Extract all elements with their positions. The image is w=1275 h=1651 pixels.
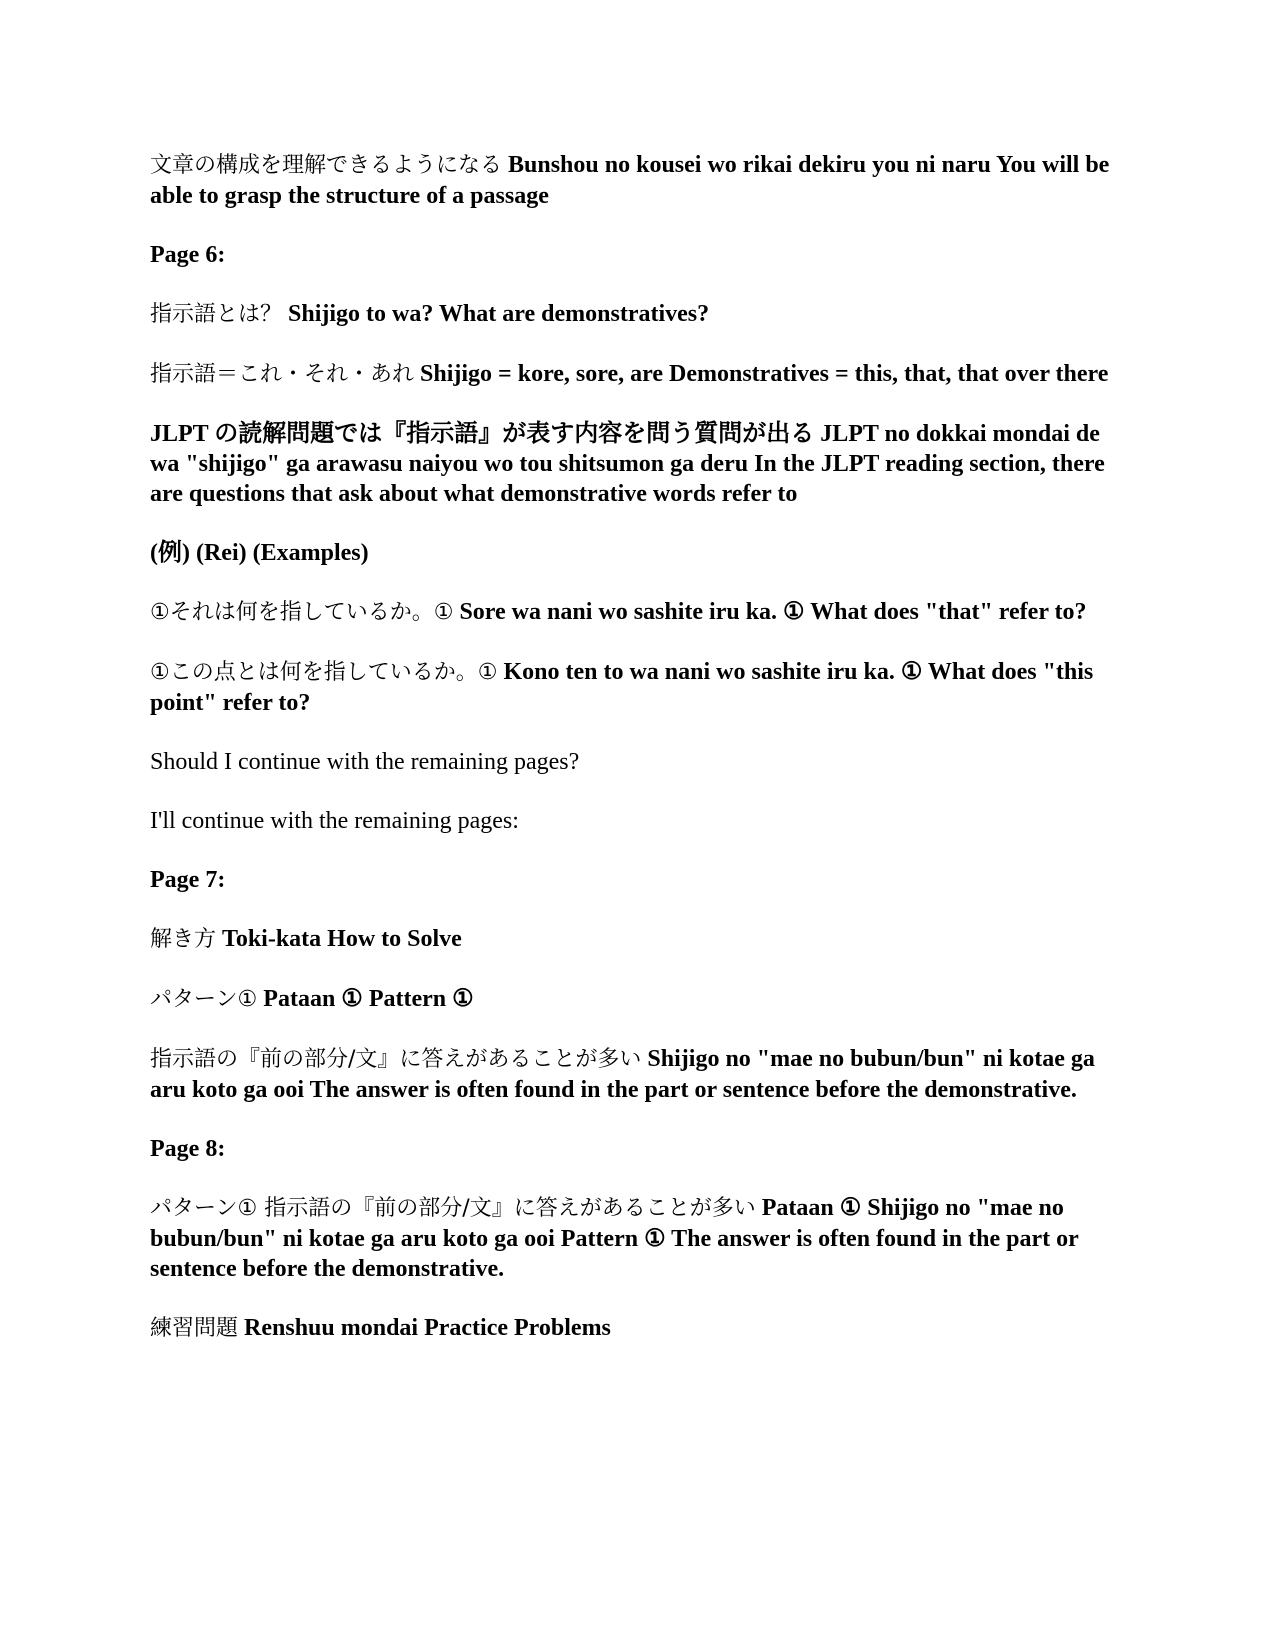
japanese-text: ①この点とは何を指しているか。① (150, 660, 498, 685)
japanese-text: パターン① (150, 987, 258, 1012)
heading-text: Page 7: (150, 867, 226, 893)
paragraph-jlpt-reading (150, 419, 1130, 509)
paragraph-text: I'll continue with the remaining pages: (150, 808, 519, 834)
paragraph-pattern-1-detail (150, 1193, 1130, 1284)
japanese-text: 解き方 (150, 927, 217, 952)
japanese-text: 指示語とは？ (150, 302, 283, 327)
document-page (150, 150, 1130, 1373)
paragraph-text: Pataan ① Pattern ① (257, 986, 474, 1012)
paragraph-text: Shijigo no "mae no bubun/bun" ni kotae ga aru koto ga ooi The answer is often found in the part or sentence before the demonstrative. (150, 1046, 1095, 1103)
japanese-text: 指示語＝これ・それ・あれ (150, 362, 415, 387)
paragraph-text: Sore wa nani wo sashite iru ka. ① What does "that" refer to? (453, 599, 1087, 625)
paragraph-demonstratives-definition (150, 359, 1130, 390)
japanese-text: 練習問題 (150, 1316, 239, 1341)
paragraph-structure (150, 150, 1130, 211)
paragraph-continue-statement (150, 806, 1130, 836)
paragraph-text: Shijigo to wa? What are demonstratives? (282, 301, 710, 327)
japanese-text: 指示語の『前の部分/文』に答えがあることが多い (150, 1047, 642, 1072)
paragraph-examples-label (150, 538, 1130, 568)
paragraph-pattern-1 (150, 984, 1130, 1015)
japanese-text: パターン① 指示語の『前の部分/文』に答えがあることが多い (150, 1196, 756, 1221)
page-heading-6 (150, 240, 1130, 270)
paragraph-answer-before (150, 1044, 1130, 1105)
paragraph-example-2 (150, 657, 1130, 718)
paragraph-text: Kono ten to wa nani wo sashite iru ka. ① What does "this point" refer to? (150, 659, 1094, 716)
paragraph-demonstratives-question (150, 299, 1130, 330)
paragraph-text: Bunshou no kousei wo rikai dekiru you ni naru You will be able to grasp the structure of a passage (150, 152, 1110, 209)
paragraph-practice-problems (150, 1313, 1130, 1344)
paragraph-text: Toki-kata How to Solve (216, 926, 462, 952)
japanese-text: ①それは何を指しているか。① (150, 600, 454, 625)
paragraph-text: Pataan ① Shijigo no "mae no bubun/bun" ni kotae ga aru koto ga ooi Pattern ① The answer is often found in the part or sentence before the demonstrative. (150, 1195, 1079, 1282)
heading-text: Page 6: (150, 242, 226, 268)
paragraph-text: (例) (Rei) (Examples) (150, 540, 369, 566)
paragraph-how-to-solve (150, 924, 1130, 955)
paragraph-text: JLPT の読解問題では『指示語』が表す内容を問う質問が出る JLPT no dokkai mondai de wa "shijigo" ga arawasu naiyou wo tou shitsumon ga deru In the JLPT reading section, there are questions that ask about what demonstrative words refer to (150, 421, 1105, 507)
paragraph-text: Shijigo = kore, sore, are Demonstratives = this, that, that over there (414, 361, 1109, 387)
page-heading-7 (150, 865, 1130, 895)
paragraph-text: Should I continue with the remaining pages? (150, 749, 580, 775)
paragraph-continue-question (150, 747, 1130, 777)
paragraph-example-1 (150, 597, 1130, 628)
page-heading-8 (150, 1134, 1130, 1164)
japanese-text: 文章の構成を理解できるようになる (150, 153, 503, 178)
heading-text: Page 8: (150, 1136, 226, 1162)
paragraph-text: Renshuu mondai Practice Problems (238, 1315, 611, 1341)
